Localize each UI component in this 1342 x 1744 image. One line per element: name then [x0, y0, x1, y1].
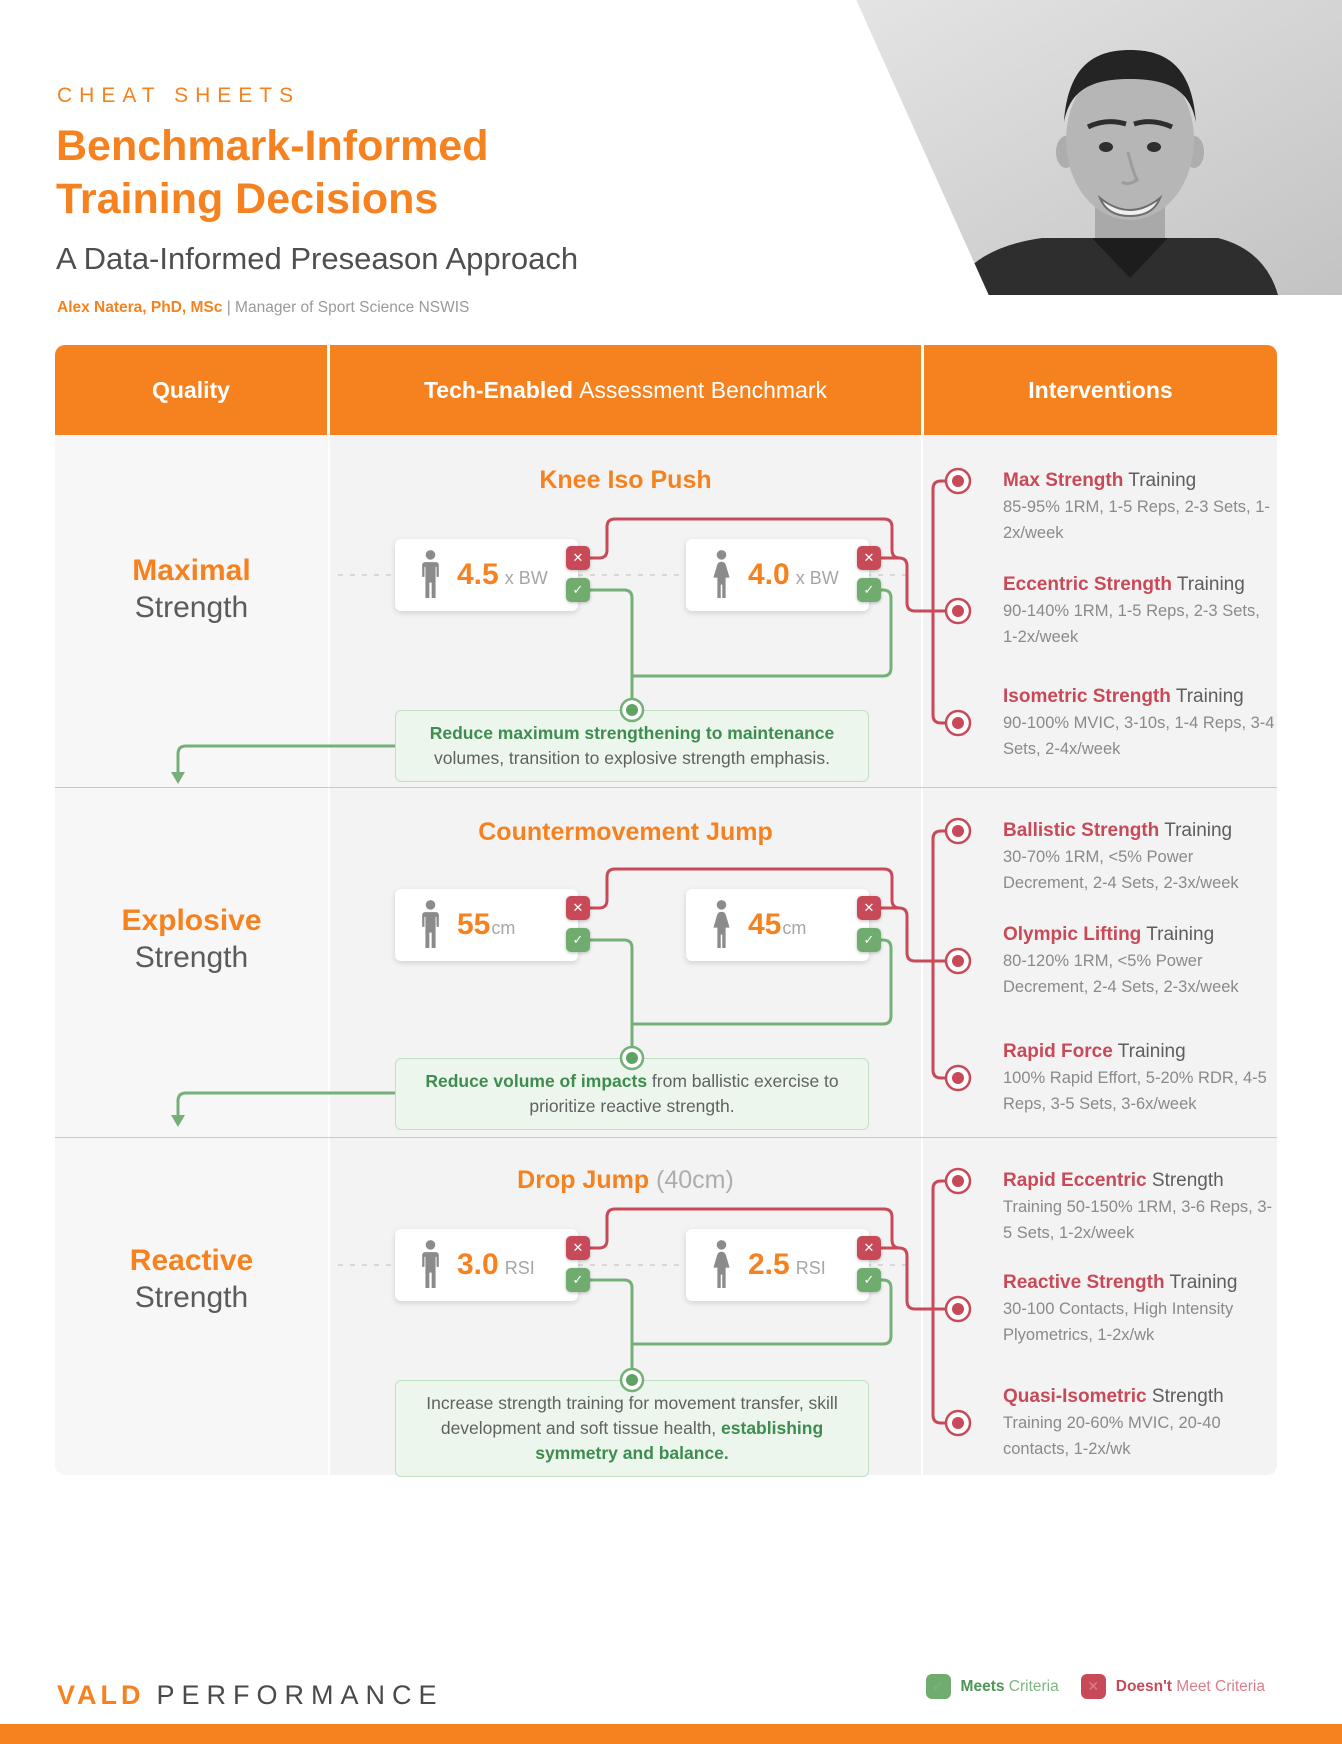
advice-tail: from ballistic exercise to prioritize reactive strength.: [529, 1071, 839, 1116]
female-icon: [710, 550, 733, 600]
vald-performance-logo: [57, 1680, 444, 1711]
male-benchmark-card: [395, 1229, 578, 1301]
fail-badge: [857, 896, 881, 920]
page-subtitle: A Data-Informed Preseason Approach: [56, 241, 579, 276]
intervention-rapid-force: [1003, 1039, 1275, 1117]
benchmark-value: 45: [748, 908, 782, 941]
intervention-details: 80-120% 1RM, <5% Power Decrement, 2-4 Sets, 2-3x/week: [1003, 952, 1239, 996]
quality-rest: Strength: [134, 1281, 249, 1314]
pass-badge: [566, 928, 590, 952]
intervention-title-strong: Rapid Force: [1003, 1041, 1113, 1062]
intervention-title-strong: Reactive Strength: [1003, 1272, 1165, 1293]
quality-strong: Maximal: [132, 554, 251, 587]
legend-meets-criteria: [926, 1674, 1059, 1699]
benchmark-unit: x BW: [504, 567, 548, 588]
female-benchmark-card: [686, 1229, 869, 1301]
test-title-countermovement-jump: [330, 818, 921, 847]
quality-label-explosive: [55, 902, 328, 976]
intervention-title-rest: Training: [1164, 820, 1233, 841]
quality-strong: Reactive: [129, 1244, 254, 1277]
benchmark-unit: cm: [491, 917, 516, 938]
pass-badge: [566, 578, 590, 602]
intervention-title-strong: Max Strength: [1003, 470, 1124, 491]
intervention-title-rest: Training: [1175, 686, 1244, 707]
intervention-title-rest: Strength: [1151, 1170, 1224, 1191]
row-divider-2: [55, 1137, 1277, 1138]
page-title: [56, 120, 488, 226]
intervention-title-rest: Training: [1176, 574, 1245, 595]
check-icon: ✓: [572, 582, 584, 597]
intervention-rapid-eccentric: [1003, 1168, 1275, 1246]
intervention-quasi-isometric: [1003, 1384, 1275, 1462]
intervention-title-rest: Strength: [1151, 1386, 1224, 1407]
intervention-details: Training 50-150% 1RM, 3-6 Reps, 3-5 Sets, 1-2x/week: [1003, 1198, 1273, 1242]
advice-strong: establishing symmetry and balance.: [535, 1418, 824, 1463]
advice-box-reactive: [395, 1380, 869, 1477]
column-header-quality: [55, 345, 327, 435]
check-icon: ✓: [863, 932, 875, 947]
male-benchmark-card: [395, 539, 578, 611]
intervention-title-rest: Training: [1128, 470, 1197, 491]
intervention-isometric-strength: [1003, 684, 1275, 762]
author-line: [57, 299, 469, 317]
pass-badge: [857, 1268, 881, 1292]
benchmark-unit: RSI: [795, 1257, 826, 1278]
brand-rest: PERFORMANCE: [156, 1680, 444, 1710]
page-title-line1: Benchmark-Informed: [56, 122, 489, 170]
criteria-legend: [926, 1674, 1265, 1699]
quality-rest: Strength: [134, 941, 249, 974]
fail-badge: [857, 1236, 881, 1260]
page-title-line2: Training Decisions: [56, 175, 439, 223]
intervention-eccentric-strength: [1003, 572, 1275, 650]
advice-box-maximal: [395, 710, 869, 782]
benchmark-value: 55: [457, 908, 491, 941]
male-icon: [419, 1240, 442, 1290]
row-divider-1: [55, 787, 1277, 788]
column-header-benchmark: [330, 345, 921, 435]
intervention-details: 85-95% 1RM, 1-5 Reps, 2-3 Sets, 1-2x/week: [1003, 498, 1270, 542]
intervention-olympic-lifting: [1003, 922, 1275, 1000]
author-role: | Manager of Sport Science NSWIS: [226, 299, 470, 316]
intervention-title-strong: Rapid Eccentric: [1003, 1170, 1147, 1191]
advice-strong: Reduce maximum strengthening to maintenance: [429, 723, 835, 743]
quality-header-label: Quality: [152, 376, 230, 403]
advice-strong: Reduce volume of impacts: [425, 1071, 648, 1091]
fail-badge: [566, 546, 590, 570]
check-icon: ✓: [572, 1272, 584, 1287]
test-title-text: Drop Jump: [517, 1166, 650, 1194]
female-icon: [710, 1240, 733, 1290]
intervention-details: 30-100 Contacts, High Intensity Plyometrics, 1-2x/wk: [1003, 1300, 1234, 1344]
footer-accent-bar: [0, 1724, 1342, 1744]
x-icon: ✕: [863, 550, 875, 565]
intervention-title-strong: Eccentric Strength: [1003, 574, 1172, 595]
intervention-title-strong: Isometric Strength: [1003, 686, 1171, 707]
benchmark-value: 4.0: [748, 558, 790, 591]
intervention-ballistic-strength: [1003, 818, 1275, 896]
check-icon: ✓: [863, 582, 875, 597]
quality-label-maximal: [55, 552, 328, 626]
quality-strong: Explosive: [121, 904, 262, 937]
advice-tail: volumes, transition to explosive strength emphasis.: [434, 748, 830, 768]
female-benchmark-card: [686, 539, 869, 611]
author-name: Alex Natera, PhD, MSc: [57, 299, 223, 316]
female-benchmark-card: [686, 889, 869, 961]
x-icon: ✕: [863, 1240, 875, 1255]
intervention-title-strong: Olympic Lifting: [1003, 924, 1142, 945]
test-title-text: Countermovement Jump: [478, 818, 773, 846]
benchmark-value: 4.5: [457, 558, 499, 591]
male-icon: [419, 550, 442, 600]
male-benchmark-card: [395, 889, 578, 961]
quality-label-reactive: [55, 1242, 328, 1316]
benchmark-unit: cm: [782, 917, 807, 938]
intervention-details: 100% Rapid Effort, 5-20% RDR, 4-5 Reps, 3-5 Sets, 3-6x/week: [1003, 1069, 1267, 1113]
intervention-title-rest: Training: [1146, 924, 1215, 945]
benchmark-unit: RSI: [504, 1257, 535, 1278]
intervention-title-strong: Ballistic Strength: [1003, 820, 1160, 841]
author-portrait-photo: [790, 0, 1342, 295]
test-title-knee-iso-push: [330, 466, 921, 495]
benchmark-value: 2.5: [748, 1248, 790, 1281]
intervention-title-strong: Quasi-Isometric: [1003, 1386, 1147, 1407]
legend-meets-rest: Criteria: [1008, 1677, 1059, 1695]
benchmark-unit: x BW: [795, 567, 839, 588]
x-icon: ✕: [863, 900, 875, 915]
test-title-text: Knee Iso Push: [539, 466, 712, 494]
advice-lead: Increase strength training for movement transfer, skill development and soft tissue health,: [426, 1393, 838, 1438]
female-icon: [710, 900, 733, 950]
legend-fails-strong: Doesn't: [1115, 1677, 1172, 1695]
legend-meets-strong: Meets: [960, 1677, 1005, 1695]
benchmark-value: 3.0: [457, 1248, 499, 1281]
quality-rest: Strength: [134, 591, 249, 624]
x-icon: ✕: [572, 550, 584, 565]
eyebrow-label: CHEAT SHEETS: [57, 84, 301, 107]
check-icon: ✓: [863, 1272, 875, 1287]
test-title-drop-jump: [330, 1166, 921, 1195]
fail-badge: [566, 896, 590, 920]
x-icon: ✕: [572, 1240, 584, 1255]
intervention-details: Training 20-60% MVIC, 20-40 contacts, 1-2x/wk: [1003, 1414, 1221, 1458]
intervention-reactive-strength: [1003, 1270, 1275, 1348]
column-header-interventions: [924, 345, 1277, 435]
check-icon: ✓: [572, 932, 584, 947]
benchmark-header-rest: Assessment Benchmark: [579, 376, 828, 403]
intervention-details: 90-100% MVIC, 3-10s, 1-4 Reps, 3-4 Sets, 2-4x/week: [1003, 714, 1275, 758]
x-icon: ✕: [572, 900, 584, 915]
test-title-note: (40cm): [656, 1166, 734, 1194]
pass-badge: [857, 578, 881, 602]
x-icon: ✕: [1081, 1674, 1106, 1699]
interventions-header-label: Interventions: [1028, 376, 1173, 403]
intervention-details: 30-70% 1RM, <5% Power Decrement, 2-4 Sets, 2-3x/week: [1003, 848, 1239, 892]
portrait-illustration: [790, 0, 1342, 295]
legend-fails-rest: Meet Criteria: [1176, 1677, 1265, 1695]
fail-badge: [857, 546, 881, 570]
intervention-max-strength: [1003, 468, 1275, 546]
legend-doesnt-meet-criteria: [1081, 1674, 1265, 1699]
brand-strong: VALD: [57, 1680, 145, 1710]
advice-box-explosive: [395, 1058, 869, 1130]
pass-badge: [566, 1268, 590, 1292]
intervention-details: 90-140% 1RM, 1-5 Reps, 2-3 Sets, 1-2x/week: [1003, 602, 1260, 646]
benchmark-header-strong: Tech-Enabled: [423, 376, 574, 403]
intervention-title-rest: Training: [1117, 1041, 1186, 1062]
intervention-title-rest: Training: [1169, 1272, 1238, 1293]
fail-badge: [566, 1236, 590, 1260]
check-icon: ✓: [926, 1674, 951, 1699]
pass-badge: [857, 928, 881, 952]
male-icon: [419, 900, 442, 950]
